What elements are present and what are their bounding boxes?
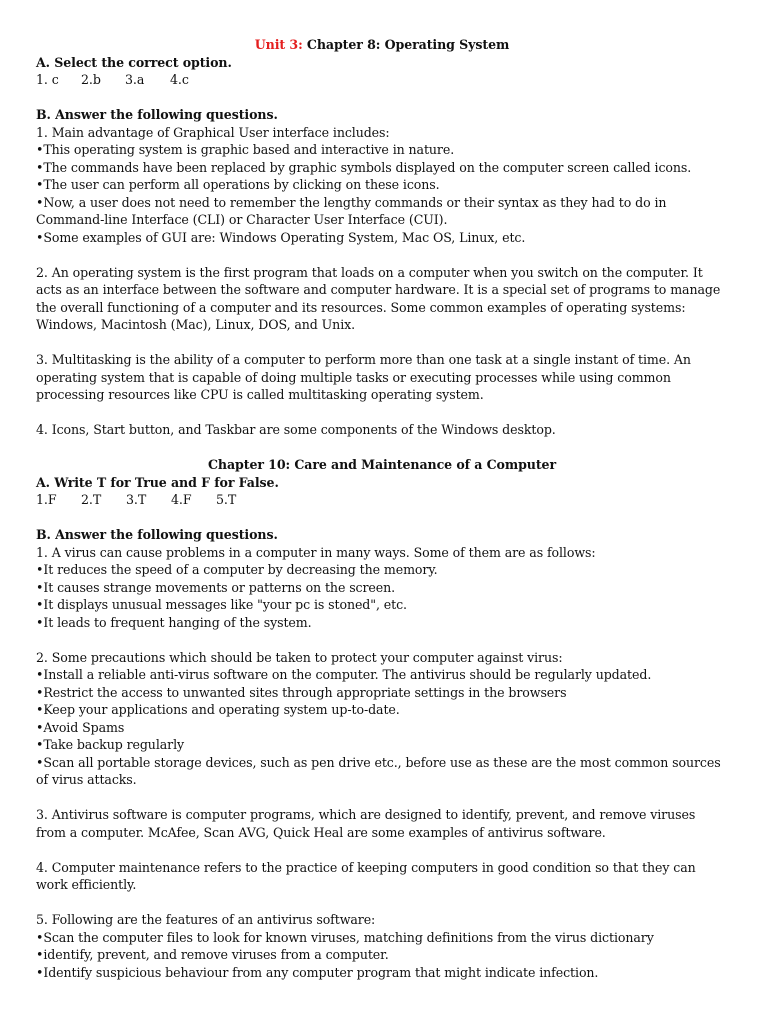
list-item: •identify, prevent, and remove viruses from a computer. bbox=[36, 947, 389, 962]
list-item: •The user can perform all operations by clicking on these icons. bbox=[36, 177, 440, 192]
list-item: •Identify suspicious behaviour from any computer program that might indicate infection. bbox=[36, 964, 599, 980]
list-item: •Take backup regularly bbox=[36, 737, 185, 752]
list-item: •Scan all portable storage devices, such as pen drive etc., before use as these are the most common sources bbox=[36, 754, 721, 770]
list-item: •Some examples of GUI are: Windows Operating System, Mac OS, Linux, etc. bbox=[36, 229, 526, 245]
answer-item: 3.a bbox=[125, 72, 145, 87]
chapter-8-title bbox=[36, 36, 728, 54]
ch10-q3-answer bbox=[36, 806, 728, 841]
ch8-q3-answer bbox=[36, 351, 728, 404]
list-item: •The commands have been replaced by graphic symbols displayed on the computer screen called icons. bbox=[36, 159, 692, 175]
ch8-section-b-heading: B. Answer the following questions. bbox=[36, 107, 278, 122]
answer-item: 4.F bbox=[171, 492, 192, 507]
text-line: 3. Multitasking is the ability of a computer to perform more than one task at a single instant of time. An bbox=[36, 352, 691, 367]
text-line: 3. Antivirus software is computer programs, which are designed to identify, prevent, and remove viruses bbox=[36, 807, 696, 822]
list-item: •It displays unusual messages like "your pc is stoned", etc. bbox=[36, 597, 407, 612]
answer-item: 3.T bbox=[126, 492, 147, 507]
ch10-section-a-heading: A. Write T for True and F for False. bbox=[36, 474, 279, 490]
ch10-section-b-heading: B. Answer the following questions. bbox=[36, 527, 278, 542]
ch8-q2-answer bbox=[36, 264, 728, 334]
text-line: from a computer. McAfee, Scan AVG, Quick Heal are some examples of antivirus software. bbox=[36, 824, 606, 840]
ch8-section-a-answers bbox=[36, 71, 728, 89]
text-line: processing resources like CPU is called multitasking operating system. bbox=[36, 387, 484, 402]
ch8-q1-intro: 1. Main advantage of Graphical User interface includes: bbox=[36, 124, 390, 140]
ch8-q4-answer: 4. Icons, Start button, and Taskbar are some components of the Windows desktop. bbox=[36, 422, 556, 437]
text-line: 4. Computer maintenance refers to the practice of keeping computers in good condition so that they can bbox=[36, 859, 696, 875]
ch10-q2-answer bbox=[36, 649, 728, 789]
list-item: •This operating system is graphic based and interactive in nature. bbox=[36, 142, 455, 157]
unit-label: Unit 3: bbox=[254, 37, 303, 52]
list-item: •Now, a user does not need to remember the lengthy commands or their syntax as they had to do in bbox=[36, 194, 667, 210]
answer-item: 2.b bbox=[81, 72, 101, 87]
list-item: •It causes strange movements or patterns on the screen. bbox=[36, 579, 396, 595]
list-item: Command-line Interface (CLI) or Character User Interface (CUI). bbox=[36, 212, 448, 227]
text-line: 1. A virus can cause problems in a computer in many ways. Some of them are as follows: bbox=[36, 544, 596, 560]
list-item: •Avoid Spams bbox=[36, 719, 125, 735]
ch10-section-a-answers bbox=[36, 491, 728, 509]
list-item: •Restrict the access to unwanted sites through appropriate settings in the browsers bbox=[36, 684, 567, 700]
list-item: •Install a reliable anti-virus software on the computer. The antivirus should be regularly updated. bbox=[36, 667, 652, 682]
text-line: operating system that is capable of doing multiple tasks or executing processes while using common bbox=[36, 369, 671, 385]
text-line: 2. An operating system is the first program that loads on a computer when you switch on the computer. It bbox=[36, 264, 703, 280]
answer-item: 4.c bbox=[170, 72, 189, 87]
ch10-q1-answer bbox=[36, 544, 728, 632]
answer-item: 5.T bbox=[216, 492, 237, 507]
ch10-q5-answer bbox=[36, 911, 728, 981]
list-item: •Scan the computer files to look for known viruses, matching definitions from the virus dictionary bbox=[36, 929, 654, 945]
chapter-10-title: Chapter 10: Care and Maintenance of a Computer bbox=[207, 457, 556, 472]
list-item: •It leads to frequent hanging of the system. bbox=[36, 614, 312, 630]
text-line: 5. Following are the features of an antivirus software: bbox=[36, 912, 376, 927]
chapter-8-title-text: Chapter 8: Operating System bbox=[306, 37, 510, 52]
text-line: 2. Some precautions which should be taken to protect your computer against virus: bbox=[36, 649, 563, 665]
text-line: Windows, Macintosh (Mac), Linux, DOS, and Unix. bbox=[36, 317, 356, 332]
text-line: of virus attacks. bbox=[36, 772, 137, 787]
ch8-section-a-heading: A. Select the correct option. bbox=[36, 54, 232, 70]
answer-item: 1. c bbox=[36, 72, 59, 87]
text-line: acts as an interface between the software and computer hardware. It is a special set of programs to manage bbox=[36, 282, 721, 297]
ch10-q4-answer bbox=[36, 859, 728, 894]
answer-item: 2.T bbox=[81, 492, 102, 507]
text-line: work efficiently. bbox=[36, 877, 137, 892]
list-item: •Keep your applications and operating system up-to-date. bbox=[36, 702, 400, 717]
answer-item: 1.F bbox=[36, 492, 57, 507]
text-line: the overall functioning of a computer and its resources. Some common examples of operating systems: bbox=[36, 299, 686, 315]
ch8-q1-bullets bbox=[36, 141, 728, 246]
list-item: •It reduces the speed of a computer by decreasing the memory. bbox=[36, 562, 438, 577]
